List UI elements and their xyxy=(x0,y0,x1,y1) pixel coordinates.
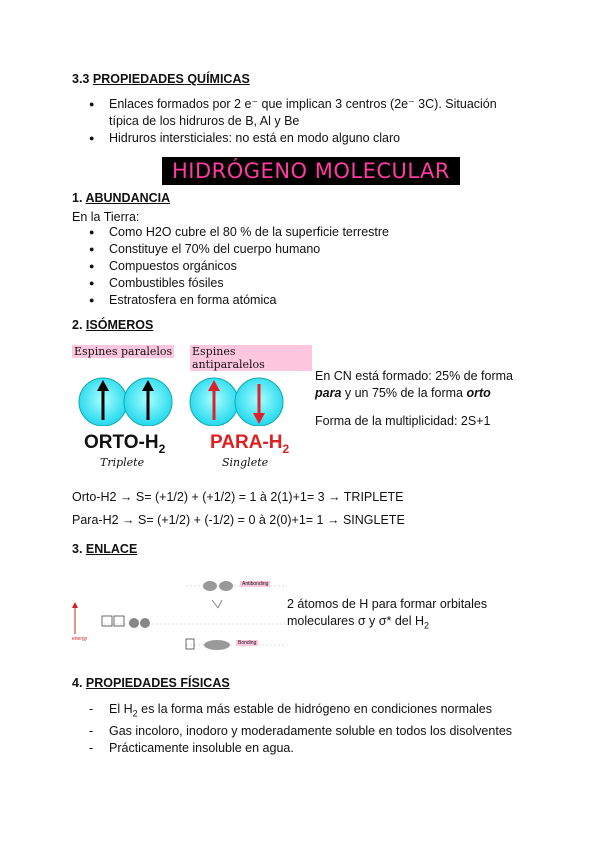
abundance-intro: En la Tierra: xyxy=(72,210,140,224)
atom-orbital xyxy=(129,618,139,628)
antiparallel-spins-label: Espines antiparalelos xyxy=(190,345,312,371)
section-number: 4. xyxy=(72,676,86,690)
triplete-script-label: Triplete xyxy=(100,456,145,469)
section-3-3-list xyxy=(72,96,527,147)
list-item: - Gas incoloro, inodoro y moderadamente soluble en todos los disolventes xyxy=(72,723,527,740)
energy-arrow xyxy=(72,602,78,608)
list-item: ● Enlaces formados por 2 e⁻ que implican 3 centros (2e⁻ 3C). Situación típica de los hidruros de B, Al y Be xyxy=(72,96,527,130)
section-3-heading xyxy=(72,542,137,556)
bonding-orbital xyxy=(204,640,230,650)
list-item: - El $H_2$ es la forma más estable de hidrógeno en condiciones normales xyxy=(72,701,527,723)
multiplicity-text: Forma de la multiplicidad: 2S+1 xyxy=(315,414,491,428)
list-item: ● Constituye el 70% del cuerpo humano xyxy=(72,241,527,258)
antibonding-lobe xyxy=(203,581,217,591)
singlete-script-label: Singlete xyxy=(222,456,269,469)
section-number: 3.3 xyxy=(72,72,93,86)
antibonding-lobe xyxy=(219,581,233,591)
list-item: ● Como H2O cubre el 80 % de la superficie terrestre xyxy=(72,224,527,241)
isomers-figure xyxy=(72,344,312,474)
physical-properties-list xyxy=(72,701,527,757)
parallel-spins-label: Espines paralelos xyxy=(74,345,173,358)
banner-title: HIDRÓGENO MOLECULAR xyxy=(162,157,460,185)
abundance-list xyxy=(72,224,527,309)
spin-orbitals-svg xyxy=(72,362,312,426)
atom-orbital xyxy=(140,618,150,628)
list-item: ● Estratosfera en forma atómica xyxy=(72,292,527,309)
para-equation: Para-H2 → S= (+1/2) + (-1/2) = 0 à 2(0)+1= 1 → SINGLETE xyxy=(72,513,405,527)
list-item: - Prácticamente insoluble en agua. xyxy=(72,740,527,757)
section-4-heading xyxy=(72,676,230,690)
section-1-heading xyxy=(72,191,170,205)
energy-label: energy xyxy=(72,636,88,642)
section-number: 2. xyxy=(72,318,86,332)
bonding-label: Bonding xyxy=(238,640,257,646)
section-title: ISÓMEROS xyxy=(85,318,154,332)
orto-h2-label: ORTO-$H_2$ xyxy=(84,432,166,456)
bond-description: 2 átomos de H para formar orbitales moleculares σ y σ* del $H_2$ xyxy=(287,597,488,631)
section-2-heading xyxy=(72,318,153,332)
list-item: ● Compuestos orgánicos xyxy=(72,258,527,275)
section-title: ABUNDANCIA xyxy=(85,191,171,205)
section-number: 1. xyxy=(72,191,86,205)
section-title: PROPIEDADES QUÍMICAS xyxy=(92,72,250,86)
section-3-3-heading xyxy=(72,72,250,86)
list-item: ● Combustibles fósiles xyxy=(72,275,527,292)
orto-equation: Orto-H2 → S= (+1/2) + (+1/2) = 1 à 2(1)+1= 3 → TRIPLETE xyxy=(72,490,404,504)
section-title: ENLACE xyxy=(85,542,138,556)
section-title: PROPIEDADES FÍSICAS xyxy=(85,676,230,690)
mo-diagram xyxy=(72,572,287,652)
isomer-ratio-text: En CN está formado: 25% de forma para y un 75% de la forma orto xyxy=(315,369,514,400)
section-number: 3. xyxy=(72,542,86,556)
antibonding-label: Antibonding xyxy=(242,581,269,587)
para-h2-label: PARA-$H_2$ xyxy=(210,432,290,456)
list-item: ● Hidruros intersticiales: no está en modo alguno claro xyxy=(72,130,527,147)
